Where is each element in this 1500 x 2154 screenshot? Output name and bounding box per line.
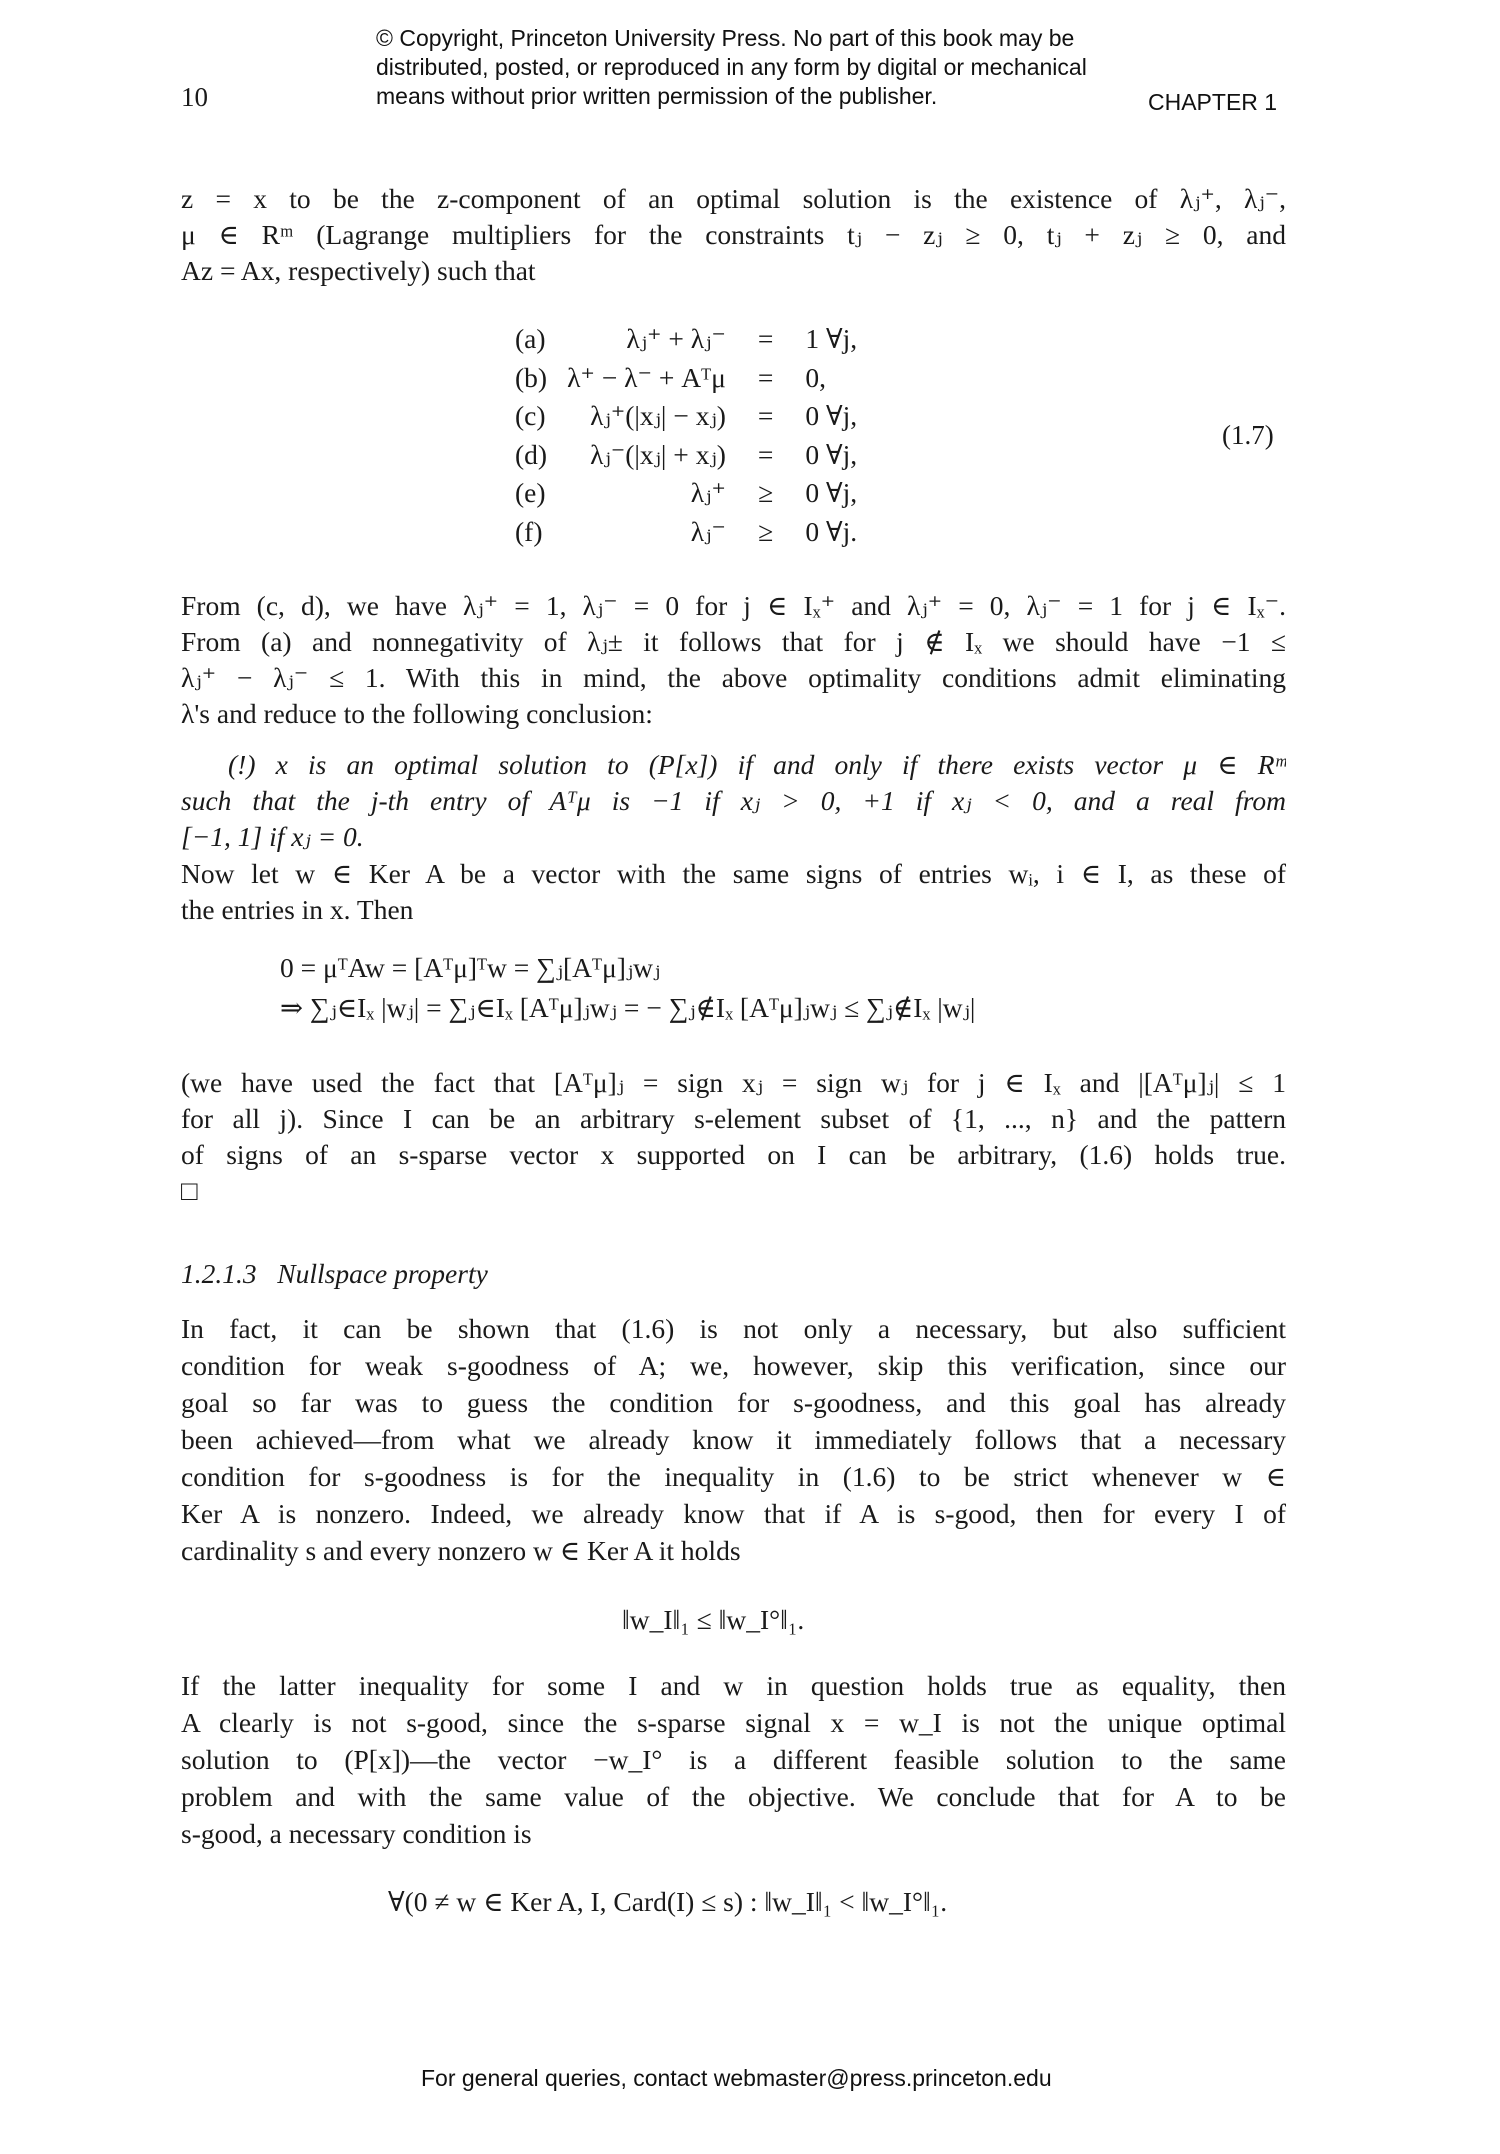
equation-1-7 [505, 320, 867, 551]
text-line: Az = Ax, respectively) such that [181, 255, 536, 286]
eq-lhs: λⱼ⁺ + λⱼ⁻ [626, 323, 726, 354]
display-equation-3: ∀(0 ≠ w ∈ Ker A, I, Card(I) ≤ s) : ‖w_I‖₁ < ‖w_I°‖₁. [388, 1886, 948, 1917]
equation-line: ⇒ ∑ⱼ∈Iₓ |wⱼ| = ∑ⱼ∈Iₓ [Aᵀμ]ⱼwⱼ = − ∑ⱼ∉Iₓ [Aᵀμ]ⱼwⱼ ≤ ∑ⱼ∉Iₓ |wⱼ| [280, 992, 976, 1023]
text-line: such that the j-th entry of Aᵀμ is −1 if xⱼ > 0, +1 if xⱼ < 0, and a real from [181, 785, 1286, 816]
text-line: for all j). Since I can be an arbitrary s-element subset of {1, ..., n} and the pattern [181, 1103, 1286, 1134]
eq-rhs: 1 ∀j, [805, 323, 858, 354]
equation-row [505, 436, 867, 475]
eq-label: (c) [515, 400, 546, 431]
text-line: problem and with the same value of the objective. We conclude that for A to be [181, 1781, 1286, 1812]
text-line: cardinality s and every nonzero w ∈ Ker A it holds [181, 1535, 741, 1566]
section-heading [181, 1256, 1286, 1292]
text-line: condition for s-goodness is for the inequality in (1.6) to be strict whenever w ∈ [181, 1461, 1286, 1492]
text-line: λⱼ⁺ − λⱼ⁻ ≤ 1. With this in mind, the above optimality conditions admit eliminating [181, 662, 1286, 693]
equation-number: (1.7) [1222, 420, 1274, 450]
eq-lhs: λⱼ⁻ [690, 515, 726, 547]
text-line: the entries in x. Then [181, 894, 414, 925]
display-equation-1 [280, 948, 975, 1028]
eq-relation: ≥ [758, 515, 774, 547]
equation-row [505, 359, 867, 398]
display-equation-2: ‖w_I‖₁ ≤ ‖w_I°‖₁. [622, 1604, 805, 1635]
eq-lhs: λⱼ⁻(|xⱼ| + xⱼ) [590, 438, 726, 470]
text-line: s-good, a necessary condition is [181, 1818, 532, 1849]
eq-relation: = [757, 400, 774, 431]
text-line: From (c, d), we have λⱼ⁺ = 1, λⱼ⁻ = 0 for j ∈ Iₓ⁺ and λⱼ⁺ = 0, λⱼ⁻ = 1 for j ∈ Iₓ⁻. [181, 590, 1286, 621]
text-line: [−1, 1] if xⱼ = 0. [181, 821, 364, 852]
text-line: goal so far was to guess the condition for s-goodness, and this goal has already [181, 1387, 1286, 1418]
eq-rhs: 0 ∀j, [805, 438, 858, 470]
eq-relation: = [757, 361, 774, 393]
eq-label: (d) [515, 438, 548, 470]
text-line: solution to (P[x])—the vector −w_I° is a different feasible solution to the same [181, 1744, 1286, 1775]
eq-rhs: 0 ∀j. [805, 515, 858, 547]
eq-label: (e) [515, 477, 546, 508]
eq-lhs: λⱼ⁺ [690, 477, 726, 508]
text-line: (!) x is an optimal solution to (P[x]) if and only if there exists vector μ ∈ Rᵐ [228, 749, 1286, 780]
text-line: been achieved—from what we already know it immediately follows that a necessary [181, 1424, 1286, 1455]
section-number: 1.2.1.3 [181, 1258, 257, 1289]
copyright-line: © Copyright, Princeton University Press. No part of this book may be [376, 25, 1075, 51]
text-line: condition for weak s-goodness of A; we, however, skip this verification, since our [181, 1350, 1286, 1381]
equation-row [505, 513, 867, 552]
copyright-notice [376, 24, 1087, 111]
text-line: Ker A is nonzero. Indeed, we already know that if A is s-good, then for every I of [181, 1498, 1286, 1529]
equation-row [505, 397, 867, 436]
section-title: Nullspace property [277, 1258, 488, 1289]
copyright-line: distributed, posted, or reproduced in any form by digital or mechanical [376, 54, 1087, 80]
text-line: In fact, it can be shown that (1.6) is not only a necessary, but also sufficient [181, 1313, 1286, 1344]
text-line: μ ∈ Rᵐ (Lagrange multipliers for the constraints tⱼ − zⱼ ≥ 0, tⱼ + zⱼ ≥ 0, and [181, 219, 1286, 250]
equation-row [505, 474, 867, 513]
chapter-heading: CHAPTER 1 [1148, 89, 1278, 115]
eq-label: (b) [515, 361, 548, 393]
qed-symbol: □ [181, 1175, 198, 1206]
eq-relation: = [757, 438, 774, 470]
text-line: λ's and reduce to the following conclusion: [181, 698, 653, 729]
page-number: 10 [181, 82, 208, 112]
eq-label: (f) [515, 515, 543, 547]
copyright-line: means without prior written permission of the publisher. [376, 83, 938, 109]
equation-line: 0 = μᵀAw = [Aᵀμ]ᵀw = ∑ⱼ[Aᵀμ]ⱼwⱼ [280, 952, 661, 983]
text-line: z = x to be the z-component of an optimal solution is the existence of λⱼ⁺, λⱼ⁻, [181, 183, 1286, 214]
eq-rhs: 0 ∀j, [805, 400, 858, 431]
footer-notice: For general queries, contact webmaster@press.princeton.edu [421, 2065, 1052, 2091]
eq-lhs: λ⁺ − λ⁻ + Aᵀμ [567, 361, 726, 393]
text-line: (we have used the fact that [Aᵀμ]ⱼ = sign xⱼ = sign wⱼ for j ∈ Iₓ and |[Aᵀμ]ⱼ| ≤ 1 [181, 1067, 1286, 1098]
eq-relation: ≥ [758, 477, 774, 508]
eq-label: (a) [515, 323, 546, 354]
eq-lhs: λⱼ⁺(|xⱼ| − xⱼ) [590, 400, 726, 431]
eq-relation: = [757, 323, 774, 354]
text-line: of signs of an s-sparse vector x supported on I can be arbitrary, (1.6) holds true. [181, 1139, 1286, 1170]
text-line: Now let w ∈ Ker A be a vector with the same signs of entries wᵢ, i ∈ I, as these of [181, 858, 1286, 889]
text-line: If the latter inequality for some I and w in question holds true as equality, then [181, 1670, 1286, 1701]
text-line: From (a) and nonnegativity of λⱼ± it follows that for j ∉ Iₓ we should have −1 ≤ [181, 626, 1286, 657]
equation-row [505, 320, 867, 359]
eq-rhs: 0 ∀j, [805, 477, 858, 508]
text-line: A clearly is not s-good, since the s-sparse signal x = w_I is not the unique optimal [181, 1707, 1286, 1738]
eq-rhs: 0, [805, 361, 827, 393]
